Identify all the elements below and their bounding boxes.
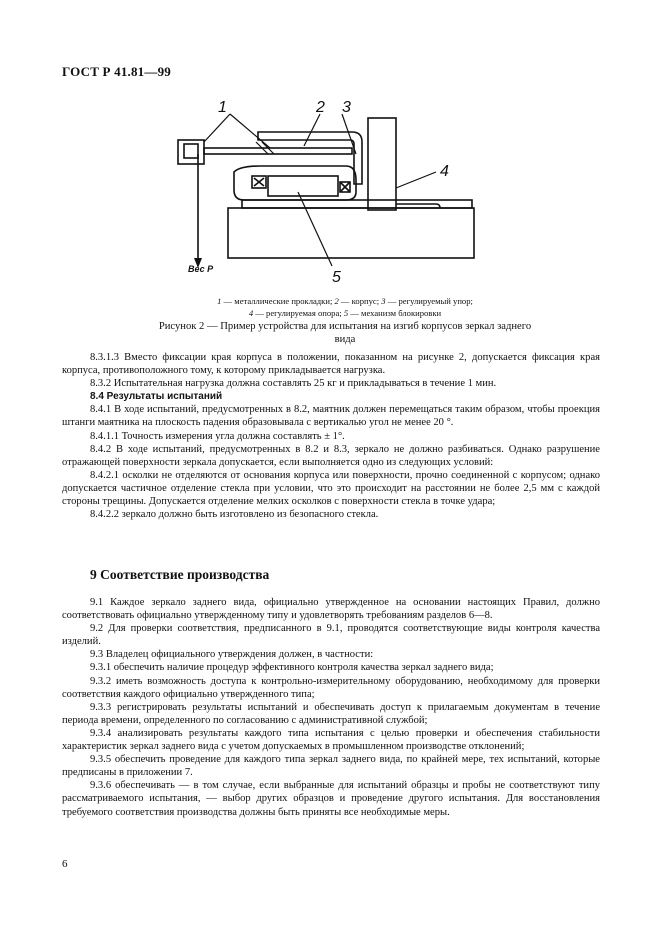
callout-3: 3 [342,99,351,116]
legend-num: 1 [217,296,222,306]
callout-5: 5 [332,269,341,286]
legend-text: — корпус; [338,296,382,306]
legend-num: 4 [248,308,254,318]
locking-mechanism [268,176,338,196]
body-text-1 [62,351,600,521]
legend-line-1 [150,295,540,307]
paragraph: 8.4.2.2 зеркало должно быть изготовлено из безопасного стекла. [90,509,379,521]
paragraph: 9.2 Для проверки соответствия, предписанного в 9.1, проводятся соответствующие виды контроля качества изделий. [62,623,600,648]
test-device-figure [170,96,490,296]
figure-caption: Рисунок 2 — Пример устройства для испытания на изгиб корпусов зеркал заднего вида [158,321,532,345]
paragraph: 9.3.3 регистрировать результаты испытаний и обеспечивать доступ к прилагаемым документам в течение периода времени, определенного по согласованию с административной службой; [62,701,600,726]
paragraph: 9.1 Каждое зеркало заднего вида, официально утвержденное на основании настоящих Правил, должно соответствовать официально утвержденному типу и удовлетворять требованиям разделов 6—8. [62,597,600,622]
legend-text: — металлические прокладки; [221,296,335,306]
paragraph: 8.4.1.1 Точность измерения угла должна составлять ± 1°. [90,430,345,442]
paragraph: 8.3.1.3 Вместо фиксации края корпуса в положении, показанном на рисунке 2, допускается фиксация края корпуса, противоположного тому, к которому прикладывается нагрузка. [62,352,600,377]
callout-1: 1 [218,99,227,116]
page-number: 6 [62,858,68,870]
paragraph: 9.3 Владелец официального утверждения должен, в частности: [90,649,374,661]
legend-text: — механизм блокировки [348,308,442,318]
callout-4: 4 [440,163,449,180]
body-text-2 [62,596,600,819]
section-title: 9 Соответствие производства [90,567,270,582]
legend-num: 2 [334,296,339,306]
paragraph: 9.3.2 иметь возможность доступа к контрольно-измерительному оборудованию, необходимому для проверки соответствия каждого официально утвержденного типа; [62,675,600,700]
paragraph: 8.3.2 Испытательная нагрузка должна составлять 25 кг и прикладываться в течение 1 мин. [90,378,497,390]
document-header: ГОСТ Р 41.81—99 [62,64,171,79]
paragraph: 8.4.2.1 осколки не отделяются от основания корпуса или поверхности, прочно соединенной с корпусом; однако допускается частичное отделение стекла при условии, что это происходит на расстоянии не более 2,5 мм с каждой стороны трещины. Допускается отделение мелких осколков с поверхности стекла в точке удара; [62,469,600,508]
legend-num: 3 [381,296,386,306]
legend-num: 5 [343,308,349,318]
weight-label: Вес Р [188,264,214,274]
subsection-heading: 8.4 Результаты испытаний [90,391,223,403]
figure-legend [150,295,540,319]
paragraph: 8.4.2 В ходе испытаний, предусмотренных в 8.2 и 8.3, зеркало не должно разбиваться. Однако разрушение отражающей поверхности зеркала допускается, если выполняется одно из следующих условий: [62,443,600,468]
loading-bar [204,148,352,154]
paragraph: 9.3.4 анализировать результаты каждого типа испытания с целью проверки и обеспечения стабильности характеристик зеркал заднего вида с учетом допускаемых в промышленном производстве отклонений; [62,727,600,753]
legend-text: — регулируемый упор; [385,296,473,306]
base-block [228,208,474,258]
paragraph: 9.3.1 обеспечить наличие процедур эффективного контроля качества зеркал заднего вида; [90,662,494,674]
legend-text: — регулируемая опора; [253,308,344,318]
paragraph: 8.4.1 В ходе испытаний, предусмотренных в 8.2, маятник должен перемещаться таким образом, чтобы проекция штанги маятника на плоскость падения образовывала с вертикалью угол не менее 20 °. [62,404,600,429]
callout-2: 2 [316,99,325,116]
paragraph: 9.3.5 обеспечить проведение для каждого типа зеркал заднего вида, по крайней мере, тех испытаний, которые предписаны в приложении 7. [62,754,600,779]
adjustable-support [368,118,396,210]
legend-line-2 [150,307,540,319]
paragraph: 9.3.6 обеспечивать — в том случае, если выбранные для испытаний образцы и пробы не соответствуют типу рассматриваемого испытания, — выбор других образцов и проведение другого испытания. Для восстановления требуемого соответствия производства должны быть приняты все необходимые меры. [62,780,600,818]
